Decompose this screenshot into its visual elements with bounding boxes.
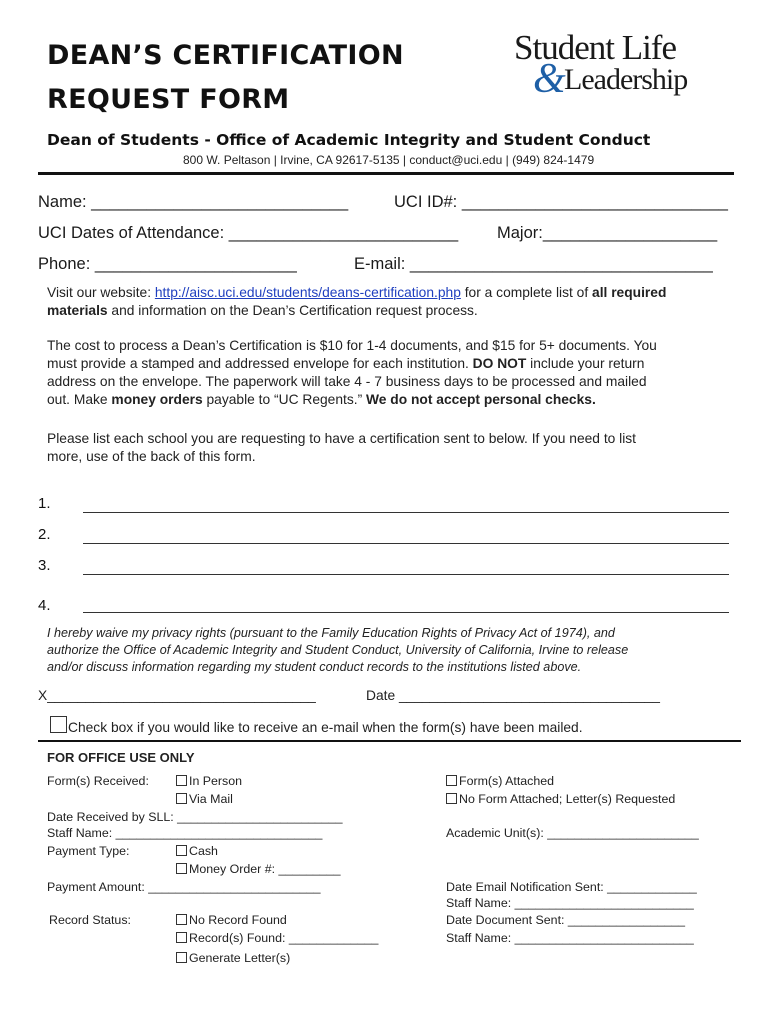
office-heading: FOR OFFICE USE ONLY xyxy=(47,750,195,765)
in-person-checkbox[interactable] xyxy=(176,775,187,786)
cost-line4c: payable to “UC Regents.” xyxy=(202,392,367,407)
date-received-field[interactable]: Date Received by SLL: ________________________ xyxy=(47,810,343,824)
list-intro-line1: Please list each school you are requesting to have a certification sent to below. If you need to list xyxy=(47,431,637,446)
money-order-label: Money Order #: _________ xyxy=(189,862,341,876)
cash-label: Cash xyxy=(189,844,218,858)
form-attached-label: Form(s) Attached xyxy=(459,774,555,788)
staff-name-field-1[interactable]: Staff Name: ______________________________ xyxy=(47,826,323,840)
record-status-label: Record Status: xyxy=(49,913,131,927)
website-prefix: Visit our website: xyxy=(47,285,155,300)
major-field[interactable]: Major:___________________ xyxy=(497,224,718,242)
in-person-option xyxy=(176,774,242,788)
no-record-option xyxy=(176,913,287,927)
payment-amount-field[interactable]: Payment Amount: _________________________ xyxy=(47,880,321,894)
form-attached-option xyxy=(446,774,554,788)
cost-do-not: DO NOT xyxy=(472,356,527,371)
no-record-label: No Record Found xyxy=(189,913,287,927)
dates-of-attendance-field[interactable]: UCI Dates of Attendance: _________________________ xyxy=(38,224,459,242)
office-subtitle: Dean of Students - Office of Academic Integrity and Student Conduct xyxy=(47,131,651,149)
form-attached-checkbox[interactable] xyxy=(446,775,457,786)
cash-checkbox[interactable] xyxy=(176,845,187,856)
cost-no-checks: We do not accept personal checks. xyxy=(366,392,596,407)
school-line-1[interactable] xyxy=(83,512,729,513)
waiver-line3: and/or discuss information regarding my student conduct records to the institutions listed above. xyxy=(47,660,582,674)
website-mid: for a complete list of xyxy=(460,285,593,300)
money-order-option xyxy=(176,862,341,876)
waiver-line2: authorize the Office of Academic Integrity and Student Conduct, University of California, Irvine to release xyxy=(47,643,629,657)
school-line-4[interactable] xyxy=(83,612,729,613)
logo-line2: Leadership xyxy=(564,63,688,96)
website-post: and information on the Dean’s Certification request process. xyxy=(107,303,478,318)
form-title-line1: DEAN’S CERTIFICATION xyxy=(47,40,404,71)
generate-letter-option xyxy=(176,951,290,965)
cost-line4a: out. Make xyxy=(47,392,112,407)
uci-id-field[interactable]: UCI ID#: _____________________________ xyxy=(394,193,728,211)
date-email-sent-field[interactable]: Date Email Notification Sent: _____________ xyxy=(446,880,697,894)
cost-line2a: must provide a stamped and addressed envelope for each institution. xyxy=(47,356,473,371)
date-document-sent-field[interactable]: Date Document Sent: _________________ xyxy=(446,913,686,927)
staff-name-field-2[interactable]: Staff Name: __________________________ xyxy=(446,896,694,910)
academic-unit-field[interactable]: Academic Unit(s): ______________________ xyxy=(446,826,699,840)
header-divider xyxy=(38,172,734,175)
records-found-checkbox[interactable] xyxy=(176,932,187,943)
office-address: 800 W. Peltason | Irvine, CA 92617-5135 | conduct@uci.edu | (949) 824-1479 xyxy=(183,153,595,167)
name-field[interactable]: Name: ____________________________ xyxy=(38,193,349,211)
via-mail-checkbox[interactable] xyxy=(176,793,187,804)
via-mail-label: Via Mail xyxy=(189,792,233,806)
office-divider xyxy=(38,740,741,742)
form-title-line2: REQUEST FORM xyxy=(47,84,290,115)
logo-ampersand: & xyxy=(533,56,566,102)
generate-letter-label: Generate Letter(s) xyxy=(189,951,291,965)
in-person-label: In Person xyxy=(189,774,243,788)
cost-money-orders: money orders xyxy=(111,392,203,407)
school-number-4: 4. xyxy=(38,597,51,614)
cost-line2c: include your return xyxy=(526,356,645,371)
waiver-line1: I hereby waive my privacy rights (pursuant to the Family Education Rights of Privacy Act of 1974), and xyxy=(47,626,615,640)
cost-line2 xyxy=(47,356,644,371)
payment-type-label: Payment Type: xyxy=(47,844,130,858)
website-link[interactable]: http://aisc.uci.edu/students/deans-certification.php xyxy=(154,285,461,300)
via-mail-option xyxy=(176,792,233,806)
cost-line3: address on the envelope. The paperwork will take 4 - 7 business days to be processed and mailed xyxy=(47,374,647,389)
generate-letter-checkbox[interactable] xyxy=(176,952,187,963)
money-order-checkbox[interactable] xyxy=(176,863,187,874)
school-line-2[interactable] xyxy=(83,543,729,544)
signature-date-field[interactable]: Date __________________________________ xyxy=(366,688,660,703)
website-bold1: all required xyxy=(592,285,667,300)
school-number-1: 1. xyxy=(38,495,51,512)
website-bold2: materials xyxy=(47,303,108,318)
no-form-label: No Form Attached; Letter(s) Requested xyxy=(459,792,676,806)
email-notify-checkbox[interactable] xyxy=(50,716,67,733)
forms-received-label: Form(s) Received: xyxy=(47,774,149,788)
cost-line1: The cost to process a Dean’s Certification is $10 for 1-4 documents, and $15 for 5+ documents. You xyxy=(47,338,657,353)
no-record-checkbox[interactable] xyxy=(176,914,187,925)
records-found-label: Record(s) Found: _____________ xyxy=(189,931,379,945)
records-found-option xyxy=(176,931,378,945)
staff-name-field-3[interactable]: Staff Name: __________________________ xyxy=(446,931,694,945)
signature-field[interactable]: X___________________________________ xyxy=(38,688,316,703)
list-intro-line2: more, use of the back of this form. xyxy=(47,449,256,464)
school-number-2: 2. xyxy=(38,526,51,543)
no-form-checkbox[interactable] xyxy=(446,793,457,804)
website-line2 xyxy=(47,303,478,318)
school-number-3: 3. xyxy=(38,557,51,574)
cost-line4 xyxy=(47,392,596,407)
email-notify-row xyxy=(50,716,583,735)
school-line-3[interactable] xyxy=(83,574,729,575)
website-line1 xyxy=(47,285,666,300)
no-form-option xyxy=(446,792,675,806)
cash-option xyxy=(176,844,218,858)
logo-line1: Student Life xyxy=(514,28,676,67)
email-field[interactable]: E-mail: _________________________________ xyxy=(354,255,713,273)
phone-field[interactable]: Phone: ______________________ xyxy=(38,255,297,273)
email-notify-label: Check box if you would like to receive an e-mail when the form(s) have been mailed. xyxy=(68,720,583,735)
